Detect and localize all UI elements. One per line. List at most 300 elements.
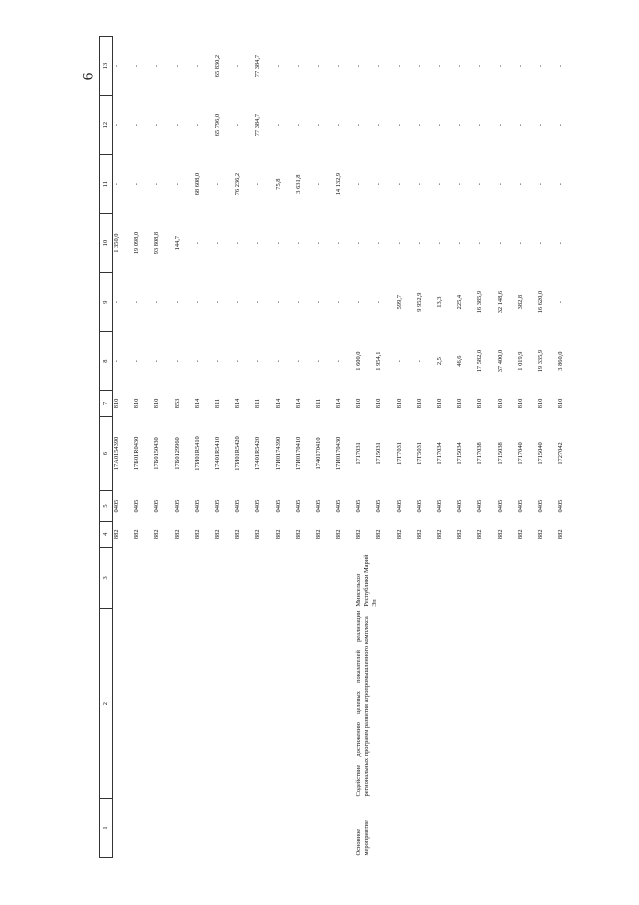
cell-col-8: 37 400,0: [496, 349, 504, 373]
cell-col-13: -: [415, 64, 423, 68]
cell-col-13: -: [113, 64, 120, 68]
cell-col-5: 0405: [335, 499, 343, 513]
cell-col-8: 2,5: [436, 357, 443, 366]
cell-col-12: -: [355, 124, 363, 127]
cell-col-11: -: [355, 183, 363, 186]
table-header: [100, 37, 113, 858]
column-header-7: 7: [100, 391, 113, 417]
cell-col-9: 9 952,9: [415, 292, 423, 312]
cell-col-7: 810: [355, 398, 363, 409]
table-row: [174, 37, 194, 858]
cell-col-13: -: [133, 64, 141, 68]
cell-col-11: -: [476, 183, 484, 186]
cell-col-9: 16 385,9: [476, 290, 484, 314]
table-row: [396, 37, 416, 858]
cell-col-12: -: [415, 124, 423, 127]
cell-col-7: 814: [193, 398, 201, 409]
cell-col-6: 17Б0150430: [153, 437, 161, 470]
cell-col-11: -: [516, 183, 524, 186]
cell-col-6: 1740170410: [314, 437, 322, 470]
cell-col-13: -: [153, 64, 161, 68]
cell-col-11: -: [213, 183, 221, 186]
cell-col-10: -: [476, 242, 484, 245]
table-row: [214, 37, 234, 858]
table-row: [194, 37, 214, 858]
cell-col-6: 17401R5410: [213, 436, 221, 470]
cell-col-7: 810: [436, 398, 443, 409]
cell-col-1: [375, 799, 395, 858]
cell-col-9: 599,7: [395, 294, 403, 310]
cell-col-11: -: [113, 183, 120, 186]
cell-col-3: [436, 547, 456, 609]
cell-col-8: -: [395, 360, 403, 363]
cell-col-3: [517, 547, 537, 609]
cell-col-11: 68 608,0: [193, 172, 201, 196]
cell-col-8: -: [133, 360, 141, 363]
cell-col-10: 1 350,0: [113, 233, 120, 253]
cell-col-8: -: [113, 360, 120, 363]
cell-col-10: -: [496, 242, 504, 245]
cell-col-2: [214, 609, 234, 799]
cell-col-5: 0405: [536, 499, 544, 513]
cell-col-2: [295, 609, 315, 799]
cell-col-9: -: [314, 301, 322, 304]
cell-col-4: 882: [294, 529, 302, 540]
cell-col-5: 0405: [234, 499, 242, 513]
cell-col-3: [497, 547, 517, 609]
cell-col-2: [476, 609, 496, 799]
cell-col-9: -: [557, 301, 565, 304]
cell-col-5: 0405: [415, 499, 423, 513]
cell-col-13: -: [314, 64, 322, 68]
table-row: [375, 37, 395, 858]
table-row: [497, 37, 517, 858]
cell-col-13: -: [173, 64, 181, 68]
cell-col-3: [133, 547, 153, 609]
cell-col-12: -: [456, 124, 464, 127]
cell-col-10: -: [516, 242, 524, 245]
cell-col-2: [153, 609, 173, 799]
cell-col-9: -: [294, 301, 302, 304]
cell-col-13: -: [516, 64, 524, 68]
cell-col-6: 1717038: [476, 442, 484, 465]
cell-col-4: 882: [153, 529, 161, 540]
cell-col-7: 814: [274, 398, 282, 409]
cell-col-9: 225,4: [456, 294, 464, 310]
cell-col-10: -: [456, 242, 464, 245]
cell-col-1: [153, 799, 173, 858]
cell-col-10: -: [395, 242, 403, 245]
cell-col-2: [436, 609, 456, 799]
table-row: [335, 37, 355, 858]
cell-col-7: 811: [314, 398, 322, 409]
cell-col-3: [174, 547, 194, 609]
cell-col-13: -: [234, 64, 242, 68]
cell-col-1: [254, 799, 274, 858]
cell-col-11: -: [557, 183, 565, 186]
cell-col-1: [335, 799, 355, 858]
cell-col-5: 0405: [355, 499, 363, 513]
cell-col-6: 17Г5031: [415, 442, 423, 465]
cell-col-1: [315, 799, 335, 858]
column-header-8: 8: [100, 332, 113, 391]
cell-col-8: -: [254, 360, 262, 363]
cell-col-4: 882: [274, 529, 282, 540]
cell-col-9: 13,3: [436, 296, 443, 308]
cell-col-3: [335, 547, 355, 609]
cell-col-1: [133, 799, 153, 858]
cell-col-5: 0405: [153, 499, 161, 513]
cell-col-11: -: [456, 183, 464, 186]
cell-col-13: -: [395, 64, 403, 68]
cell-col-6: 17И0170430: [335, 436, 343, 471]
cell-col-4: 882: [335, 529, 343, 540]
cell-col-10: -: [436, 242, 443, 245]
cell-col-11: -: [314, 183, 322, 186]
cell-col-6: 17Б0129960: [173, 437, 181, 470]
table-row: [133, 37, 153, 858]
cell-col-12: -: [395, 124, 403, 127]
cell-col-4: 882: [193, 529, 201, 540]
cell-col-12: -: [536, 124, 544, 127]
column-header-13: 13: [100, 37, 113, 96]
cell-col-4: 882: [536, 529, 544, 540]
cell-col-8: -: [415, 360, 423, 363]
cell-col-8: -: [234, 360, 242, 363]
cell-col-4: 882: [375, 529, 383, 540]
cell-col-11: 75,8: [274, 178, 282, 190]
table-row: [254, 37, 274, 858]
cell-col-12: -: [294, 124, 302, 127]
event-type-label: Основное мероприятие: [355, 820, 371, 856]
cell-col-2: [234, 609, 254, 799]
cell-col-10: -: [335, 242, 343, 245]
cell-col-6: 17И01R5420: [234, 436, 242, 471]
cell-col-5: 0405: [173, 499, 181, 513]
cell-col-2: [537, 609, 557, 799]
table-row: [456, 37, 476, 858]
cell-col-4: 882: [557, 529, 565, 540]
column-header-2: 2: [100, 609, 113, 799]
cell-col-7: 810: [113, 398, 120, 409]
cell-col-12: -: [133, 124, 141, 127]
column-header-12: 12: [100, 96, 113, 155]
cell-col-5: 0405: [456, 499, 464, 513]
cell-col-5: 0405: [496, 499, 504, 513]
cell-col-6: 17Г7031: [395, 442, 403, 465]
cell-col-1: [557, 799, 577, 858]
cell-col-3: [416, 547, 436, 609]
cell-col-4: 882: [133, 529, 141, 540]
cell-col-3: [315, 547, 335, 609]
cell-col-7: 810: [153, 398, 161, 409]
cell-col-10: -: [355, 242, 363, 245]
table-row: [537, 37, 557, 858]
cell-col-4: 882: [213, 529, 221, 540]
cell-col-13: -: [335, 64, 343, 68]
cell-col-8: 1 954,1: [375, 351, 383, 371]
cell-col-7: 853: [173, 398, 181, 409]
cell-col-12: -: [335, 124, 343, 127]
cell-col-13: -: [496, 64, 504, 68]
cell-col-7: 814: [234, 398, 242, 409]
cell-col-10: 93 808,8: [153, 231, 161, 255]
cell-col-1: [113, 799, 134, 858]
cell-col-12: -: [274, 124, 282, 127]
executor-label: Минсельхоз Республики Марий Эл: [355, 554, 379, 607]
column-header-11: 11: [100, 155, 113, 214]
table-row: [295, 37, 315, 858]
cell-col-2: [355, 609, 375, 799]
cell-col-13: -: [294, 64, 302, 68]
cell-col-6: 17Б01R0430: [133, 436, 141, 471]
column-header-3: 3: [100, 547, 113, 609]
cell-col-5: 0405: [213, 499, 221, 513]
cell-col-9: -: [375, 301, 383, 304]
cell-col-12: -: [234, 124, 242, 127]
cell-col-5: 0405: [476, 499, 484, 513]
cell-col-1: [476, 799, 496, 858]
cell-col-6: 1715038: [496, 442, 504, 465]
cell-col-3: [396, 547, 416, 609]
cell-col-1: [355, 799, 375, 858]
cell-col-11: -: [536, 183, 544, 186]
cell-col-9: -: [335, 301, 343, 304]
cell-col-12: -: [314, 124, 322, 127]
cell-col-6: 1717031: [355, 442, 363, 465]
cell-col-4: 882: [496, 529, 504, 540]
cell-col-9: -: [355, 301, 363, 304]
cell-col-10: -: [193, 242, 201, 245]
cell-col-1: [517, 799, 537, 858]
cell-col-2: [456, 609, 476, 799]
column-header-6: 6: [100, 416, 113, 490]
cell-col-8: 3 860,0: [557, 351, 565, 371]
cell-col-13: 77 384,7: [254, 54, 262, 78]
column-header-10: 10: [100, 214, 113, 273]
table-row: [416, 37, 436, 858]
cell-col-3: [456, 547, 476, 609]
cell-col-9: 32 148,6: [496, 290, 504, 314]
cell-col-11: 14 132,9: [335, 172, 343, 196]
cell-col-12: -: [436, 124, 443, 127]
cell-col-2: [254, 609, 274, 799]
cell-col-5: 0405: [395, 499, 403, 513]
cell-col-8: -: [294, 360, 302, 363]
cell-col-13: -: [536, 64, 544, 68]
cell-col-4: 882: [173, 529, 181, 540]
cell-col-6: 1717034: [436, 442, 443, 465]
cell-col-12: -: [516, 124, 524, 127]
cell-col-8: 17 582,0: [476, 349, 484, 373]
cell-col-6: 1727042: [557, 442, 565, 465]
cell-col-7: 810: [415, 398, 423, 409]
rotated-table-area: [99, 36, 565, 858]
cell-col-2: [517, 609, 537, 799]
cell-col-7: 810: [133, 398, 141, 409]
cell-col-10: -: [557, 242, 565, 245]
cell-col-1: [295, 799, 315, 858]
cell-col-13: -: [274, 64, 282, 68]
cell-col-6: 1715040: [536, 442, 544, 465]
cell-col-13: -: [557, 64, 565, 68]
cell-col-7: 814: [294, 398, 302, 409]
cell-col-8: -: [314, 360, 322, 363]
cell-col-5: 0405: [193, 499, 201, 513]
cell-col-5: 0405: [436, 499, 443, 513]
cell-col-6: 17И01R5410: [193, 436, 201, 471]
cell-col-3: [355, 547, 379, 609]
cell-col-6: 17И0174390: [274, 436, 282, 471]
cell-col-11: 76 236,2: [234, 172, 242, 196]
cell-col-4: 882: [113, 529, 120, 540]
cell-col-9: -: [254, 301, 262, 304]
cell-col-4: 882: [476, 529, 484, 540]
cell-col-11: -: [436, 183, 443, 186]
table-row: [476, 37, 496, 858]
cell-col-13: -: [456, 64, 464, 68]
cell-col-6: 17И0170410: [294, 436, 302, 471]
cell-col-3: [234, 547, 254, 609]
cell-col-3: [557, 547, 577, 609]
cell-col-7: 811: [213, 398, 221, 409]
cell-col-13: -: [193, 64, 201, 68]
cell-col-13: 65 830,2: [213, 54, 221, 78]
budget-table: [99, 36, 577, 858]
cell-col-3: [295, 547, 315, 609]
cell-col-2: [497, 609, 517, 799]
cell-col-3: [194, 547, 214, 609]
cell-col-2: [275, 609, 295, 799]
cell-col-8: -: [335, 360, 343, 363]
cell-col-4: 882: [395, 529, 403, 540]
cell-col-12: -: [153, 124, 161, 127]
cell-col-10: -: [294, 242, 302, 245]
cell-col-2: [315, 609, 335, 799]
cell-col-11: -: [153, 183, 161, 186]
cell-col-5: 0405: [375, 499, 383, 513]
cell-col-6: 17А0154390: [113, 436, 120, 471]
column-header-9: 9: [100, 273, 113, 332]
cell-col-2: [174, 609, 194, 799]
cell-col-1: [497, 799, 517, 858]
cell-col-12: -: [173, 124, 181, 127]
cell-col-8: 1 019,9: [516, 351, 524, 371]
cell-col-7: 811: [254, 398, 262, 409]
cell-col-1: [416, 799, 436, 858]
cell-col-6: 1715034: [456, 442, 464, 465]
cell-col-9: 382,8: [516, 294, 524, 310]
cell-col-1: [436, 799, 456, 858]
cell-col-8: -: [274, 360, 282, 363]
cell-col-2: [375, 609, 395, 799]
cell-col-8: 46,6: [456, 355, 464, 367]
cell-col-13: -: [375, 64, 383, 68]
table-row: [153, 37, 173, 858]
table-row: [275, 37, 295, 858]
column-header-4: 4: [100, 521, 113, 547]
cell-col-1: [456, 799, 476, 858]
cell-col-9: 16 620,0: [536, 290, 544, 314]
cell-col-6: 17401R5420: [254, 436, 262, 470]
cell-col-11: -: [395, 183, 403, 186]
cell-col-4: 882: [314, 529, 322, 540]
cell-col-12: -: [557, 124, 565, 127]
cell-col-10: 19 098,0: [133, 231, 141, 255]
cell-col-8: -: [213, 360, 221, 363]
cell-col-3: [254, 547, 274, 609]
cell-col-6: 1717040: [516, 442, 524, 465]
cell-col-3: [476, 547, 496, 609]
cell-col-10: -: [274, 242, 282, 245]
cell-col-12: -: [193, 124, 201, 127]
cell-col-7: 810: [496, 398, 504, 409]
cell-col-12: 77 384,7: [254, 113, 262, 137]
cell-col-3: [275, 547, 295, 609]
cell-col-7: 810: [516, 398, 524, 409]
cell-col-4: 882: [355, 529, 363, 540]
cell-col-8: 19 335,9: [536, 349, 544, 373]
cell-col-5: 0405: [133, 499, 141, 513]
cell-col-11: -: [133, 183, 141, 186]
cell-col-11: -: [254, 183, 262, 186]
cell-col-12: -: [113, 124, 120, 127]
cell-col-4: 882: [234, 529, 242, 540]
cell-col-8: -: [193, 360, 201, 363]
cell-col-5: 0405: [254, 499, 262, 513]
cell-col-5: 0405: [516, 499, 524, 513]
cell-col-5: 0405: [314, 499, 322, 513]
cell-col-13: -: [436, 64, 443, 68]
cell-col-2: [416, 609, 436, 799]
cell-col-3: [537, 547, 557, 609]
cell-col-8: -: [153, 360, 161, 363]
cell-col-11: -: [496, 183, 504, 186]
table-row: [234, 37, 254, 858]
cell-col-7: 810: [536, 398, 544, 409]
cell-col-7: 814: [335, 398, 343, 409]
cell-col-7: 810: [456, 398, 464, 409]
cell-col-2: [396, 609, 416, 799]
cell-col-9: -: [274, 301, 282, 304]
cell-col-5: 0405: [113, 499, 120, 513]
cell-col-9: -: [133, 301, 141, 304]
table-row: [436, 37, 456, 858]
cell-col-7: 810: [395, 398, 403, 409]
cell-col-1: [396, 799, 416, 858]
cell-col-4: 882: [415, 529, 423, 540]
cell-col-2: [113, 609, 134, 799]
table-row: [557, 37, 577, 858]
column-header-1: 1: [100, 799, 113, 858]
cell-col-13: -: [476, 64, 484, 68]
cell-col-2: [335, 609, 355, 799]
cell-col-4: 882: [254, 529, 262, 540]
cell-col-10: -: [314, 242, 322, 245]
cell-col-1: [214, 799, 234, 858]
cell-col-8: 1 600,0: [355, 351, 363, 371]
table-body: [113, 37, 578, 858]
cell-col-4: 882: [516, 529, 524, 540]
cell-col-1: [275, 799, 295, 858]
cell-col-2: [194, 609, 214, 799]
cell-col-3: [153, 547, 173, 609]
cell-col-5: 0405: [557, 499, 565, 513]
cell-col-4: 882: [436, 529, 443, 540]
cell-col-11: -: [415, 183, 423, 186]
page-number: 6: [80, 72, 97, 81]
cell-col-10: -: [415, 242, 423, 245]
